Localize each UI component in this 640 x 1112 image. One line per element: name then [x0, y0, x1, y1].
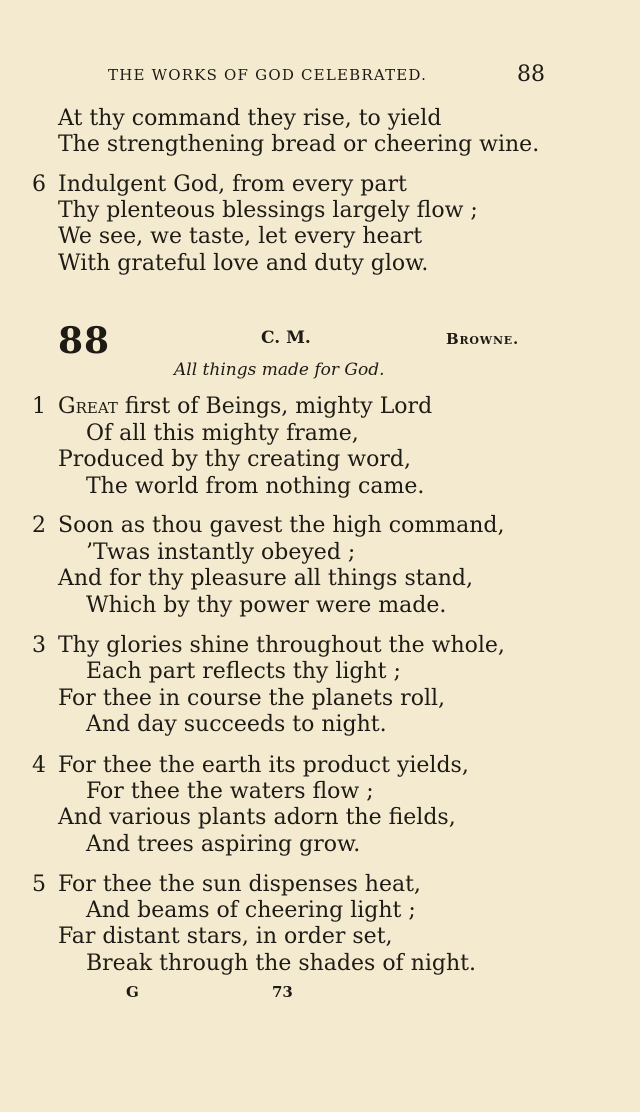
verse-number: 6 — [32, 172, 46, 197]
hymn-subtitle: All things made for God. — [174, 360, 385, 380]
verse-line: With grateful love and duty glow. — [58, 251, 429, 276]
verse-line: We see, we taste, let every heart — [58, 224, 423, 249]
running-title: THE WORKS OF GOD CELEBRATED. — [108, 66, 428, 84]
verse-line: Far distant stars, in order set, — [58, 924, 393, 949]
verse-line: Each part reflects thy light ; — [86, 659, 401, 684]
signature-mark: G — [126, 983, 139, 1001]
verse-line: ’Twas instantly obeyed ; — [86, 540, 356, 565]
verse-line: Break through the shades of night. — [86, 951, 476, 976]
verse-line: Produced by thy creating word, — [58, 447, 411, 472]
verse-line: The world from nothing came. — [86, 474, 425, 499]
verse-line: Indulgent God, from every part — [58, 172, 407, 197]
verse-line: And various plants adorn the fields, — [58, 805, 456, 830]
verse-line: And for thy pleasure all things stand, — [58, 566, 473, 591]
verse-line: For thee the sun dispenses heat, — [58, 872, 421, 897]
folio-number: 73 — [272, 983, 293, 1001]
verse-line: And day succeeds to night. — [86, 712, 387, 737]
verse-line — [58, 394, 432, 420]
hymn-meter: C. M. — [261, 328, 311, 348]
verse-line: Of all this mighty frame, — [86, 421, 359, 446]
first-word-small-caps: Great — [58, 394, 118, 419]
verse-number: 3 — [32, 633, 46, 658]
verse-number: 4 — [32, 753, 46, 778]
continuation-line: At thy command they rise, to yield — [58, 106, 442, 131]
continuation-line: The strengthening bread or cheering wine. — [58, 132, 540, 157]
verse-line: For thee the waters flow ; — [86, 779, 374, 804]
page-number: 88 — [517, 62, 545, 87]
verse-number: 2 — [32, 513, 46, 538]
verse-line: Thy plenteous blessings largely flow ; — [58, 198, 478, 223]
verse-number: 5 — [32, 872, 46, 897]
verse-line: For thee in course the planets roll, — [58, 686, 446, 711]
verse-line: Thy glories shine throughout the whole, — [58, 633, 505, 658]
hymn-number: 88 — [58, 320, 111, 362]
first-line-rest: first of Beings, mighty Lord — [117, 394, 433, 419]
verse-line: And trees aspiring grow. — [86, 832, 361, 857]
hymn-author: Browne. — [446, 330, 520, 348]
verse-line: And beams of cheering light ; — [86, 898, 416, 923]
verse-line: Soon as thou gavest the high command, — [58, 513, 505, 538]
verse-line: For thee the earth its product yields, — [58, 753, 469, 778]
verse-line: Which by thy power were made. — [86, 593, 447, 618]
verse-number: 1 — [32, 394, 46, 419]
